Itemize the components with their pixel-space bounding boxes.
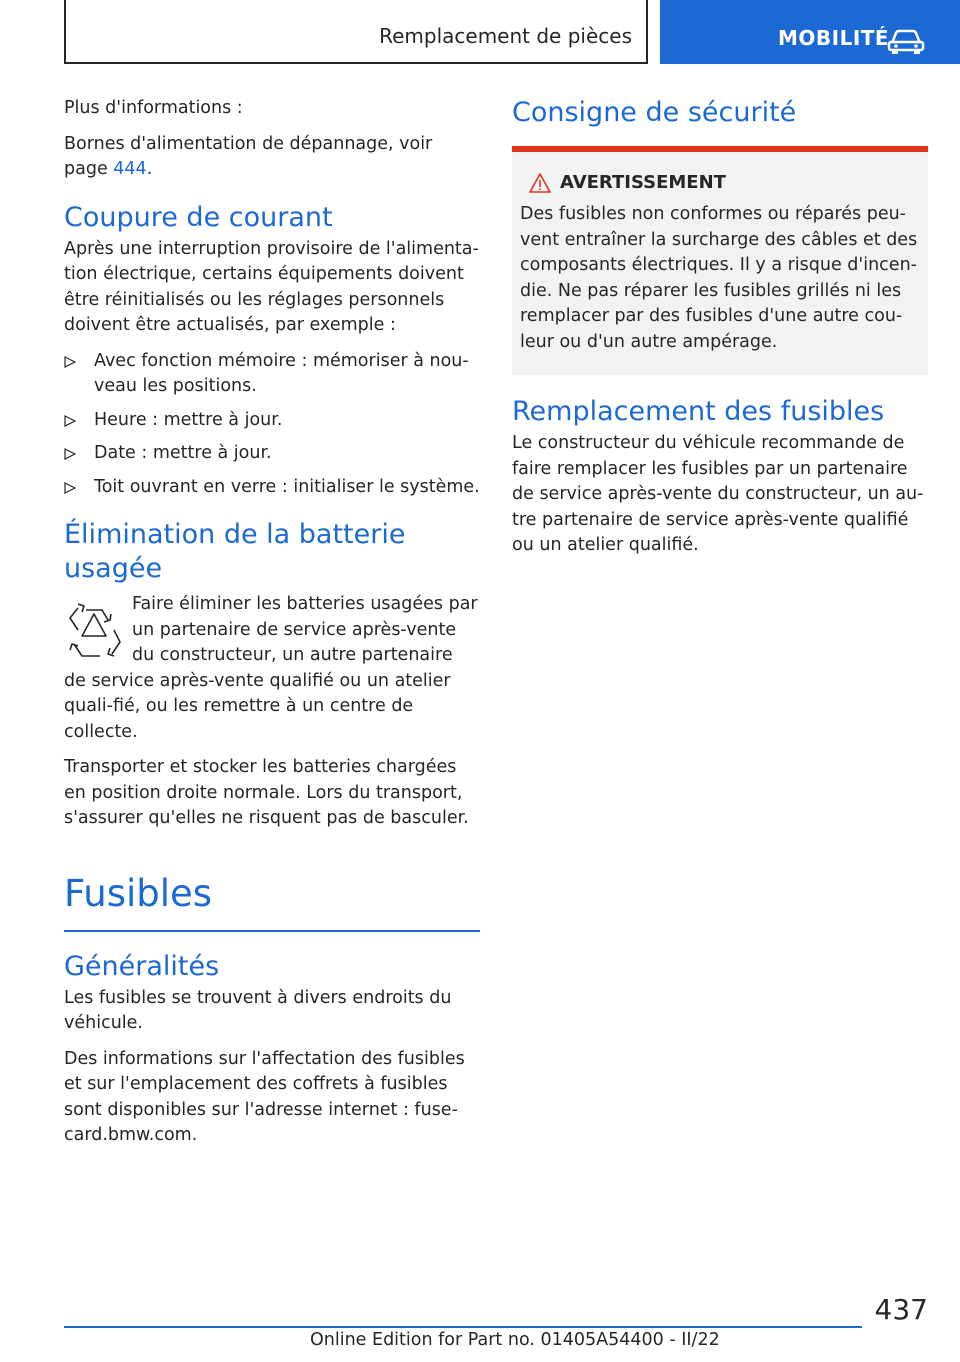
coupure-text: Après une interruption provisoire de l'alimenta-tion électrique, certains équipements doivent être réinitialisés ou les réglages personnels doivent être actualisés, par exemple : (64, 238, 479, 335)
warning-text: Des fusibles non conformes ou réparés peu-vent entraîner la surcharge des câbles et des composants électriques. Il y a risque d'incen-die. Ne pas réparer les fusibles grillés ni les remplacer par des fusibles d'une autre cou-leur ou d'un autre ampérage. (520, 204, 918, 352)
triangle-bullet-icon (64, 356, 76, 368)
list-item-text: Toit ouvrant en verre : initialiser le système. (94, 476, 480, 497)
section-divider (64, 930, 480, 932)
remplacement-text: Le constructeur du véhicule recommande de faire remplacer les fusibles par un partenaire de service après-vente du constructeur, un au-tre partenaire de service après-vente qualifié ou un atelier qualifié. (512, 433, 924, 555)
tab-mobilite-label: MOBILITÉ (778, 26, 890, 50)
more-info-ref (64, 132, 480, 183)
list-item-text: Heure : mettre à jour. (94, 409, 283, 430)
car-icon (886, 25, 926, 55)
warning-title (520, 170, 920, 196)
heading-generalites: Généralités (64, 950, 220, 982)
header-section-title: Remplacement de pièces (379, 24, 632, 48)
list-item-text: Date : mettre à jour. (94, 443, 272, 463)
elimination-text-1: Faire éliminer les batteries usagées par un partenaire de service après-vente du constructeur, un autre partenaire de service après-vente qualifié ou un atelier quali-fié, ou les remettre à un centre de collecte. (64, 594, 478, 742)
heading-remplacement: Remplacement des fusibles (512, 396, 885, 427)
triangle-bullet-icon (64, 415, 76, 427)
generalites-text-1: Les fusibles se trouvent à divers endroits du véhicule. (64, 987, 452, 1033)
heading-consigne: Consigne de sécurité (512, 97, 797, 128)
triangle-bullet-icon (64, 448, 76, 460)
page-link-444[interactable]: 444 (113, 159, 147, 179)
list-item-text: Avec fonction mémoire : mémoriser à nou-veau les positions. (94, 350, 469, 396)
heading-elimination: Élimination de la batterie usagée (64, 519, 406, 584)
list-item (64, 408, 480, 434)
list-item (64, 441, 480, 467)
elimination-text-2: Transporter et stocker les batteries chargées en position droite normale. Lors du transport, s'assurer qu'elles ne risquent pas de basculer. (64, 757, 469, 828)
generalites-text-2: Des informations sur l'affectation des fusibles et sur l'emplacement des coffrets à fusibles sont disponibles sur l'adresse internet : fuse-card.bmw.com. (64, 1048, 465, 1145)
warning-title-text: AVERTISSEMENT (560, 172, 726, 193)
coupure-list (64, 349, 480, 501)
right-column (512, 96, 928, 569)
more-info-period: . (146, 159, 153, 179)
page-number: 437 (874, 1293, 928, 1326)
left-column (64, 96, 480, 1159)
footer-divider (64, 1326, 862, 1328)
warning-box (512, 146, 928, 375)
more-info-label: Plus d'informations : (64, 98, 243, 118)
header-section-box (64, 0, 648, 64)
heading-coupure: Coupure de courant (64, 201, 333, 233)
footer-edition: Online Edition for Part no. 01405A54400 - II/22 (310, 1330, 720, 1350)
list-item (64, 475, 480, 501)
recycle-icon (64, 600, 124, 660)
warning-triangle-icon (528, 172, 552, 194)
triangle-bullet-icon (64, 482, 76, 494)
heading-fusibles: Fusibles (64, 871, 213, 915)
list-item (64, 349, 480, 400)
tab-mobilite[interactable] (660, 0, 960, 64)
more-info-text: Bornes d'alimentation de dépannage, voir page (64, 133, 433, 179)
